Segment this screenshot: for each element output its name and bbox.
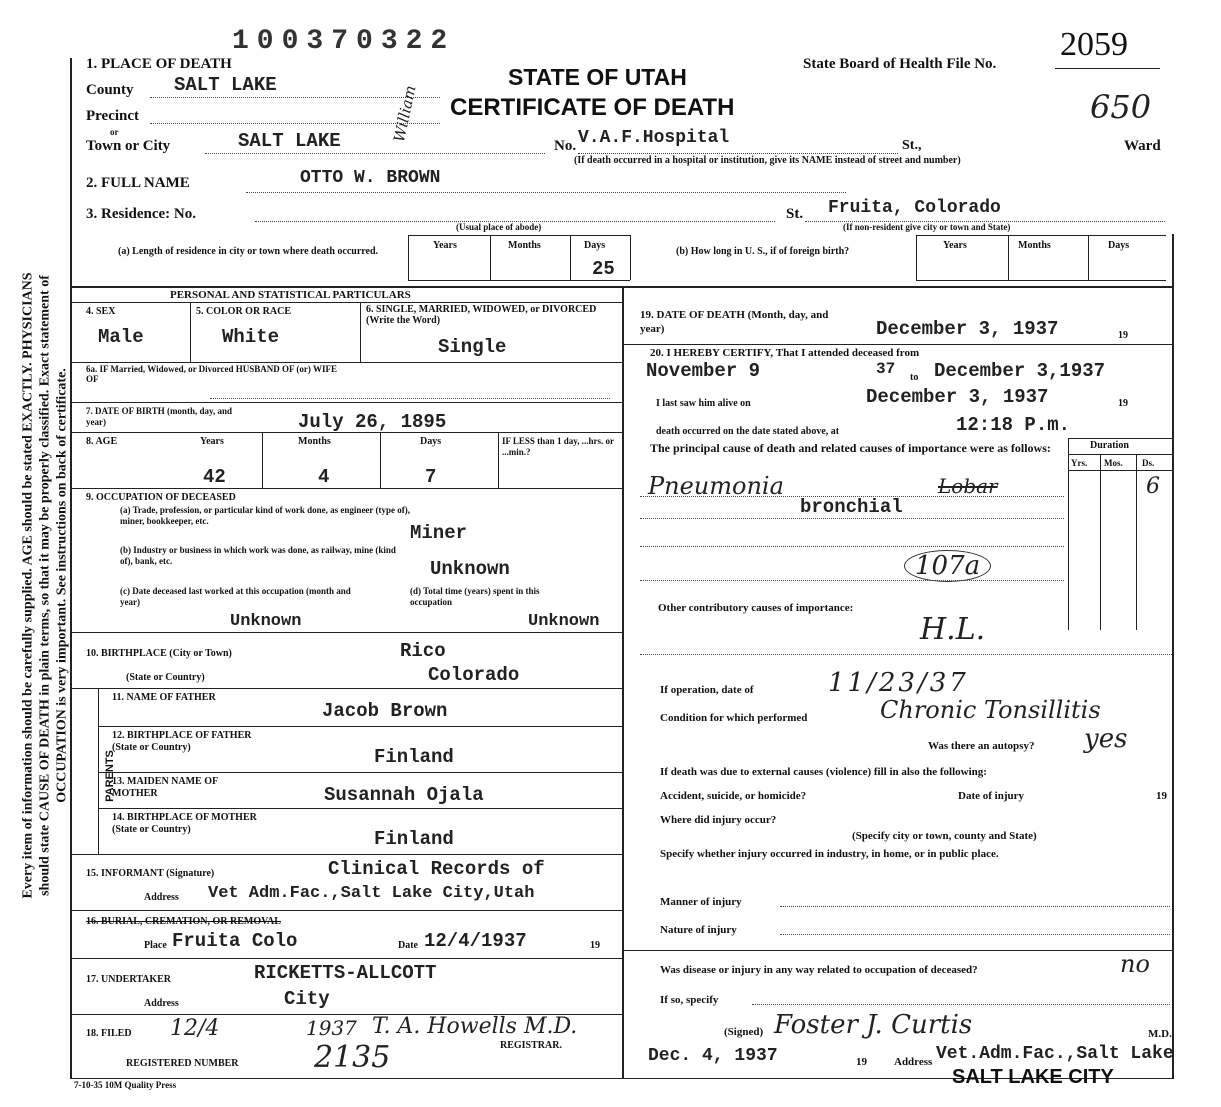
burial-label: 16. BURIAL, CREMATION, OR REMOVAL (86, 916, 281, 927)
age-months-value: 4 (318, 466, 330, 488)
reg-no-value: 2135 (314, 1040, 391, 1075)
age-years-label: Years (200, 436, 224, 447)
burial-year-suffix: 19 (590, 940, 600, 951)
res-days-value: 25 (592, 258, 615, 280)
duration-label: Duration (1090, 440, 1129, 451)
autopsy-label: Was there an autopsy? (928, 740, 1035, 752)
us-months-header: Months (1018, 240, 1051, 251)
file-note: 650 (1090, 88, 1152, 126)
age-days-value: 7 (425, 466, 437, 488)
side-line-2: should state CAUSE OF DEATH in plain terms, so that it may be properly classified. Exact statement of (37, 275, 53, 896)
father-label: 11. NAME OF FATHER (112, 692, 216, 703)
filed-signature: T. A. Howells M.D. (372, 1014, 578, 1039)
us-years-header: Years (943, 240, 967, 251)
residence-value: Fruita, Colorado (828, 198, 1001, 218)
injury-year: 19 (1156, 790, 1167, 802)
duration-yrs: Yrs. (1071, 458, 1088, 468)
death-date-year: 19 (1118, 330, 1128, 341)
residence-st-label: St. (786, 206, 804, 222)
time-value: 12:18 P.m. (956, 414, 1071, 436)
birthplace-label: 10. BIRTHPLACE (City or Town) (86, 648, 232, 659)
signed-value: Foster J. Curtis (774, 1010, 973, 1040)
sex-label: 4. SEX (86, 306, 116, 317)
no-label: No. (554, 138, 577, 154)
manner-label: Manner of injury (660, 896, 742, 908)
nature-label: Nature of injury (660, 924, 737, 936)
occupation-b-value: Unknown (430, 558, 510, 580)
ext-label: If death was due to external causes (violence) fill in also the following: (660, 766, 987, 778)
undertaker-address: City (284, 988, 330, 1010)
father-bp-value: Finland (374, 746, 454, 768)
county-value: SALT LAKE (174, 74, 277, 96)
filed-date: 12/4 (170, 1016, 220, 1041)
filed-label: 18. FILED (86, 1028, 132, 1039)
nonres-note: (If non-resident give city or town and State) (843, 222, 1011, 232)
hospital-value: V.A.F.Hospital (578, 128, 730, 148)
age-label: 8. AGE (86, 436, 118, 447)
contrib-label: Other contributory causes of importance: (658, 602, 854, 614)
county-label: County (86, 82, 134, 98)
cause-label: The principal cause of death and related causes of importance were as follows: (650, 441, 1051, 455)
residence-b-label: (b) How long in U. S., if of foreign birth? (676, 246, 850, 257)
sign-date: Dec. 4, 1937 (648, 1046, 778, 1066)
dob-value: July 26, 1895 (298, 411, 447, 433)
death-date-label: 19. DATE OF DEATH (Month, day, and year) (640, 309, 829, 335)
filed-year: 1937 (306, 1016, 357, 1040)
birthplace-state: Colorado (428, 664, 520, 686)
registrar-label: REGISTRAR. (500, 1040, 562, 1051)
sex-value: Male (98, 326, 144, 348)
informant-value: Clinical Records of (328, 858, 545, 880)
place-label: 1. PLACE OF DEATH (86, 56, 232, 72)
birthplace-city: Rico (400, 640, 446, 662)
burial-date-label: Date (398, 940, 418, 951)
occupation-b-label: (b) Industry or business in which work was done, as railway, mine (kind of), bank, etc. (120, 545, 396, 566)
mother-bp-label: 14. BIRTHPLACE OF MOTHER (State or Country) (112, 812, 257, 835)
cond-label: Condition for which performed (660, 712, 808, 724)
age-months-label: Months (298, 436, 331, 447)
res-months-header: Months (508, 240, 541, 251)
father-value: Jacob Brown (322, 700, 448, 722)
occupation-c-label: (c) Date deceased last worked at this occupation (month and year) (120, 586, 351, 607)
op-label: If operation, date of (660, 684, 754, 696)
undertaker-value: RICKETTS-ALLCOTT (254, 962, 437, 984)
certify-from-year: 37 (876, 360, 896, 378)
saw-value: December 3, 1937 (866, 386, 1049, 408)
res-days-header: Days (584, 240, 606, 251)
burial-date: 12/4/1937 (424, 930, 527, 952)
side-instructions (20, 86, 71, 1086)
specify-label: Specify whether injury occurred in industry, in home, or in public place. (660, 848, 999, 860)
full-name-label: 2. FULL NAME (86, 175, 190, 191)
state-title: STATE OF UTAH (508, 64, 687, 90)
dob-label: 7. DATE OF BIRTH (month, day, and year) (86, 406, 232, 427)
occupation-label: 9. OCCUPATION OF DECEASED (86, 492, 236, 503)
residence-label: 3. Residence: No. (86, 206, 196, 222)
injury-date-label: Date of injury (958, 790, 1024, 802)
residence-a-label: (a) Length of residence in city or town where death occurred. (118, 246, 379, 257)
father-bp-label: 12. BIRTHPLACE OF FATHER (State or Country) (112, 730, 252, 753)
occupation-d-label: (d) Total time (years) spent in this occupation (410, 586, 540, 607)
where-label: Where did injury occur? (660, 814, 777, 826)
or-label: or (110, 127, 119, 137)
cause1-value: Pneumonia (648, 472, 784, 500)
time-label: death occurred on the date stated above, at (656, 426, 840, 437)
contrib-value: H.L. (920, 612, 986, 647)
informant-label: 15. INFORMANT (Signature) (86, 868, 215, 879)
saw-label: I last saw him alive on (656, 398, 751, 409)
mother-value: Susannah Ojala (324, 784, 484, 806)
birthplace-state-label: (State or Country) (126, 672, 205, 683)
color-label: 5. COLOR OR RACE (196, 306, 292, 317)
signer-address-label: Address (894, 1056, 933, 1068)
cause1-days: 6 (1146, 474, 1160, 499)
informant-address: Vet Adm.Fac.,Salt Lake City,Utah (208, 884, 535, 903)
certify-label: 20. I HEREBY CERTIFY, That I attended deceased from (650, 347, 920, 359)
serial-number: 100370322 (232, 26, 456, 57)
related-value: no (1120, 950, 1150, 978)
precinct-label: Precinct (86, 108, 140, 124)
res-years-header: Years (433, 240, 457, 251)
mother-bp-value: Finland (374, 828, 454, 850)
middle-name-hand: William (390, 83, 420, 144)
op-date: 11/23/37 (828, 668, 969, 698)
duration-mos: Mos. (1104, 458, 1123, 468)
ward-label: Ward (1124, 138, 1161, 154)
personal-header: PERSONAL AND STATISTICAL PARTICULARS (170, 289, 411, 301)
occupation-a-value: Miner (410, 522, 468, 544)
st-label: St., (902, 138, 922, 153)
where-note: (Specify city or town, county and State) (852, 830, 1037, 842)
autopsy-value: yes (1084, 724, 1128, 754)
related-label: Was disease or injury in any way related to occupation of deceased? (660, 964, 978, 976)
duration-ds: Ds. (1142, 458, 1155, 468)
age-less-label: IF LESS than 1 day, ...hrs. or ...min.? (502, 436, 614, 457)
age-years-value: 42 (203, 466, 226, 488)
occupation-c-value: Unknown (230, 612, 302, 631)
certify-to: December 3,1937 (934, 360, 1106, 382)
file-number: 2059 (1060, 26, 1128, 63)
cond-value: Chronic Tonsillitis (880, 696, 1101, 724)
burial-place-label: Place (144, 940, 167, 951)
signed-label: (Signed) (724, 1026, 764, 1038)
undertaker-address-label: Address (144, 998, 179, 1009)
us-days-header: Days (1108, 240, 1130, 251)
town-label: Town or City (86, 138, 171, 154)
cause1-strike: Lobar (938, 474, 998, 498)
marital-value: Single (438, 336, 507, 358)
sign-year: 19 (856, 1056, 867, 1068)
if-so-label: If so, specify (660, 994, 719, 1006)
certify-to-label: to (910, 372, 919, 383)
accident-label: Accident, suicide, or homicide? (660, 790, 807, 802)
spouse-label: 6a. IF Married, Widowed, or Divorced HUSBAND OF (or) WIFE OF (86, 364, 337, 384)
town-value: SALT LAKE (238, 130, 341, 152)
cause-code: 107a (904, 550, 991, 582)
undertaker-label: 17. UNDERTAKER (86, 974, 172, 985)
footer-print: 7-10-35 10M Quality Press (74, 1080, 177, 1090)
usual-note: (Usual place of abode) (456, 222, 542, 232)
mother-label: 13. MAIDEN NAME OF MOTHER (112, 776, 218, 799)
marital-label: 6. SINGLE, MARRIED, WIDOWED, or DIVORCED (Write the Word) (366, 304, 597, 326)
certificate-title: CERTIFICATE OF DEATH (450, 94, 735, 121)
informant-address-label: Address (144, 892, 179, 903)
cause2-value: bronchial (800, 496, 903, 518)
city-stamp: SALT LAKE CITY (952, 1066, 1114, 1088)
burial-place: Fruita Colo (172, 930, 298, 952)
occupation-a-label: (a) Trade, profession, or particular kind of work done, as engineer (type of), miner, bookkeeper, etc. (120, 505, 410, 526)
reg-no-label: REGISTERED NUMBER (126, 1058, 239, 1069)
side-line-3: OCCUPATION is very important. See instructions on back of certificate. (54, 368, 70, 803)
color-value: White (222, 326, 280, 348)
md-label: M.D. (1148, 1028, 1172, 1040)
occupation-d-value: Unknown (528, 612, 600, 631)
file-label: State Board of Health File No. (803, 56, 997, 72)
age-days-label: Days (420, 436, 442, 447)
parents-side-label: PARENTS (104, 750, 116, 802)
saw-year: 19 (1118, 398, 1128, 409)
certify-from: November 9 (646, 360, 761, 382)
death-date-value: December 3, 1937 (876, 318, 1059, 340)
signer-address: Vet.Adm.Fac.,Salt Lake (936, 1044, 1174, 1064)
side-line-1: Every item of information should be carefully supplied. AGE should be stated EXACTLY. PHYSICIANS (20, 272, 36, 899)
place-note: (If death occurred in a hospital or institution, give its NAME instead of street and number) (574, 155, 961, 166)
full-name-value: OTTO W. BROWN (300, 168, 441, 188)
